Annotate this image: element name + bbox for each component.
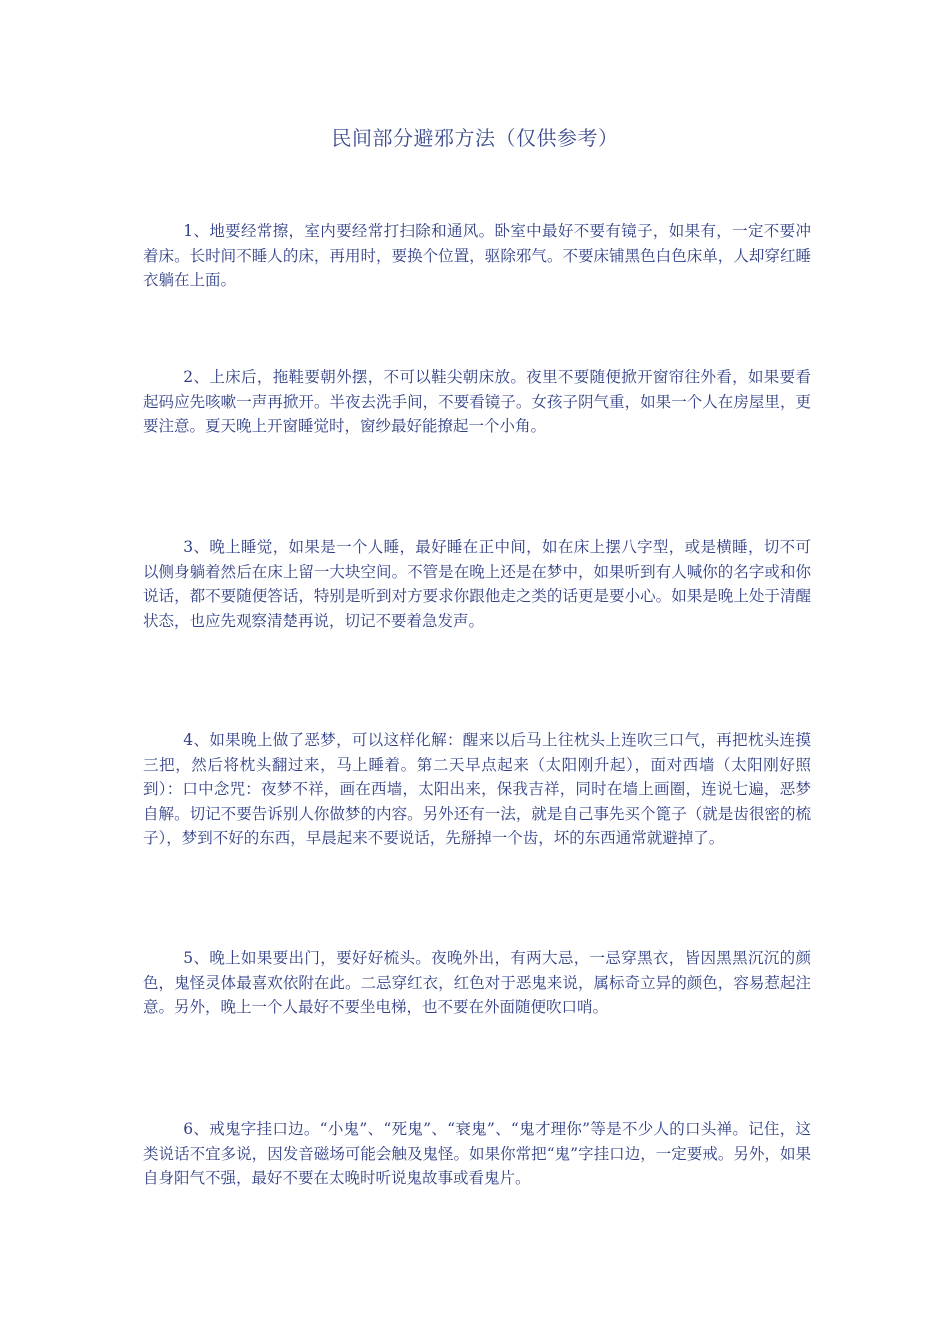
page-title: 民间部分避邪方法（仅供参考） bbox=[331, 126, 619, 150]
paragraph-6: 6、戒鬼字挂口边。“小鬼”、“死鬼”、“衰鬼”、“鬼才理你”等是不少人的口头禅。记住，这类说话不宜多说，因发音磁场可能会触及鬼怪。如果你常把“鬼”字挂口边，一定要戒。另外，如果自身阳气不强，最好不要在太晚时听说鬼故事或看鬼片。 bbox=[143, 1120, 811, 1187]
paragraph-2: 2、上床后，拖鞋要朝外摆，不可以鞋尖朝床放。夜里不要随便掀开窗帘往外看，如果要看起码应先咳嗽一声再掀开。半夜去洗手间，不要看镜子。女孩子阴气重，如果一个人在房屋里，更要注意。夏天晚上开窗睡觉时，窗纱最好能撩起一个小角。 bbox=[143, 368, 811, 435]
paragraph-1: 1、地要经常擦，室内要经常打扫除和通风。卧室中最好不要有镜子，如果有，一定不要冲着床。长时间不睡人的床，再用时，要换个位置，驱除邪气。不要床铺黑色白色床单，人却穿红睡衣躺在上面。 bbox=[143, 222, 811, 289]
paragraph-4: 4、如果晚上做了恶梦，可以这样化解：醒来以后马上往枕头上连吹三口气，再把枕头连摸三把，然后将枕头翻过来，马上睡着。第二天早点起来（太阳刚升起），面对西墙（太阳刚好照到）：口中念咒：夜梦不祥，画在西墙，太阳出来，保我吉祥，同时在墙上画圈，连说七遍，恶梦自解。切记不要告诉别人你做梦的内容。另外还有一法，就是自己事先买个篦子（就是齿很密的梳子），梦到不好的东西，早晨起来不要说话，先掰掉一个齿，坏的东西通常就避掉了。 bbox=[143, 731, 811, 847]
paragraph-5: 5、晚上如果要出门，要好好梳头。夜晚外出，有两大忌，一忌穿黑衣，皆因黑黑沉沉的颜色，鬼怪灵体最喜欢依附在此。二忌穿红衣，红色对于恶鬼来说，属标奇立异的颜色，容易惹起注意。另外，晚上一个人最好不要坐电梯，也不要在外面随便吹口哨。 bbox=[143, 949, 811, 1016]
paragraph-3: 3、晚上睡觉，如果是一个人睡，最好睡在正中间，如在床上摆八字型，或是横睡，切不可以侧身躺着然后在床上留一大块空间。不管是在晚上还是在梦中，如果听到有人喊你的名字或和你说话，都不要随便答话，特别是听到对方要求你跟他走之类的话更是要小心。如果是晚上处于清醒状态，也应先观察清楚再说，切记不要着急发声。 bbox=[143, 538, 811, 630]
